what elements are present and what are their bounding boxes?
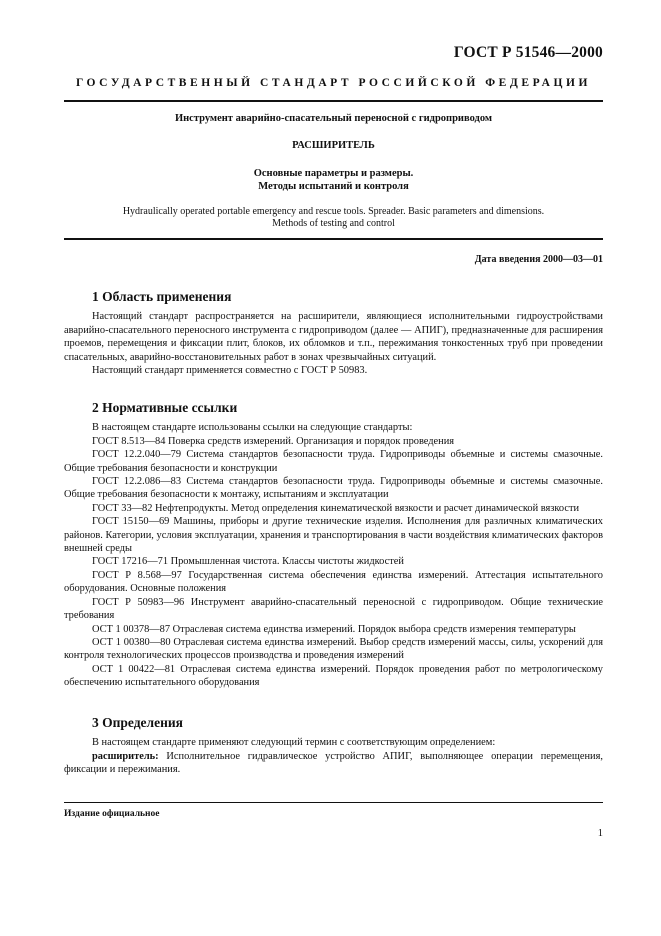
defined-term: расширитель:: [92, 750, 159, 762]
definition-paragraph: [64, 750, 603, 777]
footer-rule: [64, 802, 603, 803]
reference-item: ГОСТ 8.513—84 Поверка средств измерений. Организация и порядок проведения: [92, 435, 455, 447]
section-heading: 2 Нормативные ссылки: [92, 400, 238, 415]
introduction-date: Дата введения 2000—03—01: [474, 254, 603, 265]
section-heading: 3 Определения: [92, 715, 183, 730]
reference-item: ГОСТ 33—82 Нефтепродукты. Метод определения кинематической вязкости и расчет динамической вязкости: [92, 502, 580, 514]
standard-title-ru: Инструмент аварийно-спасательный переносной с гидроприводом: [174, 113, 493, 124]
document-code: ГОСТ Р 51546—2000: [453, 44, 603, 61]
header-rule: [64, 100, 603, 102]
standard-main-title: РАСШИРИТЕЛЬ: [292, 140, 375, 151]
paragraph: В настоящем стандарте использованы ссылки на следующие стандарты:: [92, 422, 413, 434]
title-en-line-1: Hydraulically operated portable emergency and rescue tools. Spreader. Basic parameters and dimensions.: [122, 206, 545, 217]
official-edition-label: Издание официальное: [64, 809, 160, 819]
paragraph: Настоящий стандарт распространяется на расширители, являющиеся исполнительными гидроустройствами аварийно-спасательного переносного инструмента с гидроприводом (далее — АПИГ), предназначенные для расширения проемов, перемещения и фиксации плит, блоков, их обломков и т.п., пережимания тонкостенных труб при проведении спасательных, аварийно-восстановительных работ в зонах чрезвычайных ситуаций.: [64, 311, 603, 363]
reference-item: ГОСТ 17216—71 Промышленная чистота. Классы чистоты жидкостей: [92, 556, 404, 568]
reference-item: ГОСТ Р 50983—96 Инструмент аварийно-спасательный переносной с гидроприводом. Общие технические требования: [64, 596, 603, 622]
standard-title-en: [64, 206, 603, 230]
reference-item: ГОСТ 12.2.040—79 Система стандартов безопасности труда. Гидроприводы объемные и системы смазочные. Общие требования безопасности и конструкции: [64, 449, 603, 474]
term-definition: Исполнительное гидравлическое устройство АПИГ, выполняющее операции перемещения, фиксации и пережимания.: [64, 750, 603, 776]
reference-item: ОСТ 1 00380—80 Отраслевая система единства измерений. Выбор средств измерений массы, силы, ускорений для контроля технологических процессов производства и проведения измерений: [64, 636, 603, 662]
section-scope: [64, 290, 603, 377]
standard-subtitle: [64, 167, 603, 193]
paragraph: Настоящий стандарт применяется совместно с ГОСТ Р 50983.: [92, 365, 368, 377]
page-number: 1: [597, 828, 603, 839]
subtitle-line-1: Основные параметры и размеры.: [253, 168, 414, 179]
reference-item: ОСТ 1 00422—81 Отраслевая система единства измерений. Порядок проведения работ по метрологическому обеспечению испытательного оборудования: [64, 663, 603, 689]
reference-item: ГОСТ 15150—69 Машины, приборы и другие технические изделия. Исполнения для различных климатических районов. Категории, условия эксплуатации, хранения и транспортирования в части воздействия климатических факторов внешней среды: [64, 516, 603, 555]
state-standard-title: ГОСУДАРСТВЕННЫЙ СТАНДАРТ РОССИЙСКОЙ ФЕДЕРАЦИИ: [75, 77, 592, 89]
section-definitions: [64, 716, 603, 777]
reference-item: ГОСТ 12.2.086—83 Система стандартов безопасности труда. Гидроприводы объемные и системы смазочные. Общие требования безопасности к монтажу, испытаниям и эксплуатации: [64, 476, 603, 501]
paragraph: В настоящем стандарте применяют следующий термин с соответствующим определением:: [92, 737, 496, 749]
title-rule: [64, 238, 603, 240]
reference-item: ОСТ 1 00378—87 Отраслевая система единства измерений. Порядок выбора средств измерения температуры: [92, 623, 576, 635]
subtitle-line-2: Методы испытаний и контроля: [258, 181, 409, 192]
section-normative-references: [64, 401, 603, 690]
reference-item: ГОСТ Р 8.568—97 Государственная система обеспечения единства измерений. Аттестация испытательного оборудования. Основные положения: [64, 569, 603, 595]
title-en-line-2: Methods of testing and control: [272, 218, 395, 229]
section-heading: 1 Область применения: [92, 289, 232, 304]
